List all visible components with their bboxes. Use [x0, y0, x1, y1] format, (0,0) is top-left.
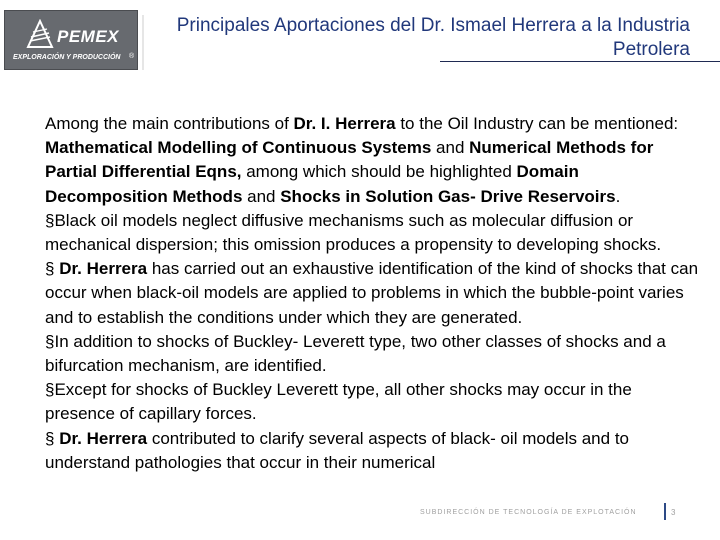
bullet-text: has carried out an exhaustive identification of the kind of shocks that can occur when black-oil models are applied to problems in which the bubble-point varies and to establish the conditions under which they are generated. — [45, 259, 699, 327]
bold-run: Dr. Herrera — [54, 428, 148, 448]
title-underline — [440, 61, 720, 62]
slide-body — [45, 112, 705, 475]
bullet-text: contributed to clarify several aspects of black- oil models and to understand pathologies that occur in their numerical — [45, 428, 629, 472]
bullet-item — [45, 209, 705, 257]
slide-title: Principales Aportaciones del Dr. Ismael Herrera a la Industria Petrolera — [176, 15, 690, 60]
registered-mark: ® — [129, 53, 135, 60]
footer-divider — [664, 503, 666, 520]
bold-run: Numerical Methods for Partial Differential Eqns, — [45, 138, 654, 182]
logo-name: PEMEX — [57, 27, 120, 46]
bold-run: Mathematical Modelling of Continuous Systems — [45, 138, 432, 158]
bullet-marker: § — [45, 331, 55, 351]
text-run: Among the main contributions of — [45, 114, 294, 133]
pemex-logo — [4, 10, 138, 70]
bullet-marker: § — [45, 428, 55, 448]
bullet-item — [45, 330, 705, 378]
text-run: to the Oil Industry can be mentioned: — [395, 114, 679, 133]
footer-text: SUBDIRECCIÓN DE TECNOLOGÍA DE EXPLOTACIÓN — [420, 509, 637, 516]
bold-run: Dr. I. Herrera — [293, 114, 396, 133]
text-run: . — [615, 186, 621, 206]
bullet-text: In addition to shocks of Buckley- Leverett type, two other classes of shocks and a bifurcation mechanism, are identified. — [45, 331, 666, 376]
bullet-text: Except for shocks of Buckley Leverett type, all other shocks may occur in the presence of capillary forces. — [45, 380, 632, 424]
page-number: 3 — [671, 508, 676, 517]
text-run: among which should be highlighted — [241, 162, 517, 182]
text-run: and — [242, 186, 281, 206]
bullet-text: Black oil models neglect diffusive mechanisms such as molecular diffusion or mechanical dispersion; this omission produces a propensity to developing shocks. — [45, 210, 662, 255]
slide-header — [0, 0, 720, 72]
bold-run: Domain Decomposition Methods — [45, 162, 579, 206]
logo-subtitle: EXPLORACIÓN Y PRODUCCIÓN — [13, 54, 121, 61]
bullet-item — [45, 378, 705, 426]
bullet-marker: § — [45, 210, 55, 230]
text-run: and — [431, 138, 470, 158]
pemex-eagle-icon — [25, 19, 55, 49]
bullet-marker: § — [45, 380, 55, 400]
bullet-marker: § — [45, 259, 55, 279]
bullet-item — [45, 427, 705, 475]
bold-run: Dr. Herrera — [54, 259, 148, 279]
intro-paragraph — [45, 112, 705, 209]
bullet-item — [45, 257, 705, 330]
bold-run: Shocks in Solution Gas- Drive Reservoirs — [280, 186, 616, 206]
